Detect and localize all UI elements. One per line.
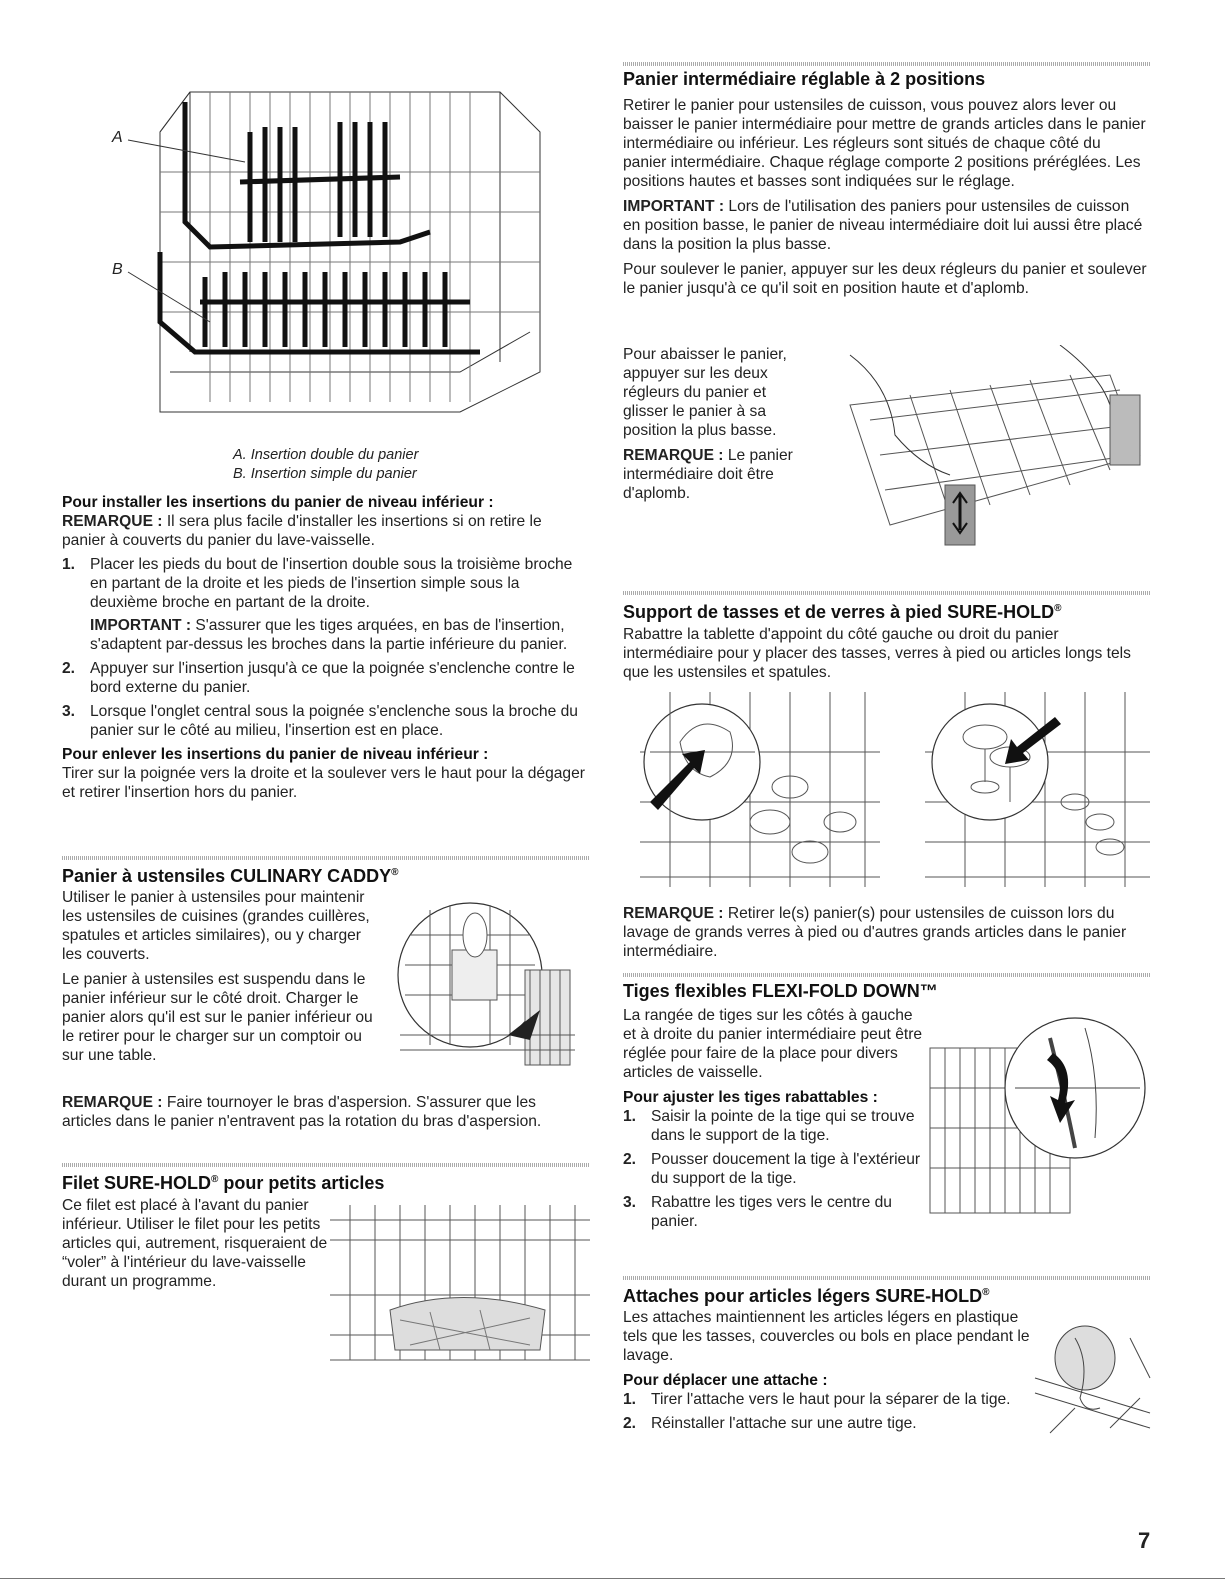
support-note-text: Retirer le(s) panier(s) pour ustensiles de cuisson lors du lavage de grands verres à pied ou d'autres grands articles dans le panier intermédiaire. [623,905,1127,960]
install-section [62,493,587,802]
caption-a: A. Insertion double du panier [233,447,419,463]
step-number: 1. [62,556,76,573]
remove-heading: Pour enlever les insertions du panier de niveau inférieur : [62,746,489,763]
clip-drawing [1030,1318,1155,1443]
step-number: 1. [623,1391,637,1408]
divider-attaches [623,1276,1150,1280]
cup-shelf-illustration-left [640,692,880,892]
important-text: S'assurer que les tiges arquées, en bas de l'insertion, s'adaptent par-dessus les broches dans la partie inférieure du panier. [90,617,568,653]
cup-shelf-illustration-right [925,692,1150,892]
attaches-body [623,1308,1033,1438]
double-insert [185,102,430,247]
filet-title-a: Filet SURE-HOLD [62,1173,212,1193]
step-text: Appuyer sur l'insertion jusqu'à ce que la poignée s'enclenche contre le bord externe du panier. [90,660,575,696]
divider-intermediaire [623,62,1150,66]
install-steps [62,555,587,740]
flexi-step-1 [623,1107,928,1145]
intermediaire-title: Panier intermédiaire réglable à 2 positions [623,69,986,89]
filet-title [62,1169,384,1194]
step-number: 1. [623,1108,637,1125]
remove-text: Tirer sur la poignée vers la droite et la soulever vers le haut pour la dégager et retirer l'insertion hors du panier. [62,765,585,801]
install-step-1 [62,555,587,654]
intermediaire-note [623,446,813,503]
attaches-reg: ® [982,1287,990,1298]
step-number: 3. [62,703,76,720]
filet-reg: ® [211,1174,219,1185]
flexi-body [623,1006,928,1236]
step-number: 2. [62,660,76,677]
intermediaire-p1: Retirer le panier pour ustensiles de cuisson, vous pouvez alors lever ou baisser le panier intermédiaire pour mettre de grands articles dans le panier intermédiaire ou inférieur. Les régleurs sont situés de chaque côté du panier intermédiaire. Chaque réglage comporte 2 positions préréglées. Les positions hautes et basses sont indiquées sur le réglage. [623,97,1146,190]
support-note-label: REMARQUE : [623,905,724,922]
support-note [623,904,1148,961]
caddy-drawing [390,895,585,1075]
step-text: Tirer l'attache vers le haut pour la séparer de la tige. [651,1391,1011,1408]
divider-caddy [62,856,589,860]
filet-drawing [330,1200,590,1370]
support-text: Rabattre la tablette d'appoint du côté gauche ou droit du panier intermédiaire pour y placer des tasses, verres à pied ou articles longs tels que les ustensiles et spatules. [623,626,1131,681]
intermediaire-important-label: IMPORTANT : [623,198,725,215]
flexi-step-2 [623,1150,928,1188]
cup-shelf-right-drawing [925,692,1150,892]
flexi-illustration [925,1008,1150,1223]
divider-flexi [623,973,1150,977]
install-step-2 [62,659,587,697]
single-insert [160,252,480,352]
attaches-steps [623,1390,1033,1433]
caddy-title [62,862,398,887]
flexi-text: La rangée de tiges sur les côtés à gauche et à droite du panier intermédiaire peut être réglée pour faire de la place pour divers articles de vaisselle. [623,1007,923,1081]
attaches-title [623,1282,989,1307]
flexi-title: Tiges flexibles FLEXI-FOLD DOWN™ [623,981,938,1001]
caddy-note-text: Faire tournoyer le bras d'aspersion. S'assurer que les articles dans le panier n'entravent pas la rotation du bras d'aspersion. [62,1094,542,1130]
caddy-reg: ® [391,867,399,878]
label-a: A [112,129,123,146]
install-note-text: Il sera plus facile d'installer les insertions si on retire le panier à couverts du panier du lave-vaisselle. [62,513,542,549]
important-label: IMPORTANT : [90,617,192,634]
flexi-step-3 [623,1193,928,1231]
install-step-3 [62,702,587,740]
support-title [623,598,1062,623]
filet-text: Ce filet est placé à l'avant du panier inférieur. Utiliser le filet pour les petits articles qui, autrement, risqueraient de “voler” à l'intérieur du lave-vaisselle durant un programme. [62,1197,328,1290]
intermediaire-important-text: Lors de l'utilisation des paniers pour ustensiles de cuisson en position basse, le panier de niveau intermédiaire doit lui aussi être placé dans la position la plus basse. [623,198,1143,253]
leader-line-b [128,272,210,322]
caddy-note-label: REMARQUE : [62,1094,163,1111]
attaches-text: Les attaches maintiennent les articles légers en plastique tels que les tasses, couvercles ou bols en place pendant le lavage. [623,1309,1030,1364]
lower-rack-drawing [100,72,570,442]
step-text: Réinstaller l'attache sur une autre tige. [651,1415,917,1432]
clip-illustration [1030,1318,1155,1443]
step-number: 2. [623,1151,637,1168]
step-number: 2. [623,1415,637,1432]
lower-rack-illustration [100,72,570,442]
label-b: B [112,261,123,278]
caddy-p2: Le panier à ustensiles est suspendu dans le panier inférieur sur le côté droit. Charger le panier alors qu'il est sur le panier inférieur ou le retirer pour le charger sur un comptoir ou sur une table. [62,971,373,1064]
caddy-title-text: Panier à ustensiles CULINARY CADDY [62,866,392,886]
filet-title-b: pour petits articles [218,1173,385,1193]
intermediaire-important [623,197,1148,254]
step-number: 3. [623,1194,637,1211]
flexi-steps [623,1107,928,1231]
attaches-title-a: Attaches pour articles légers SURE-HOLD [623,1286,983,1306]
caddy-illustration [390,895,585,1075]
intermediaire-p3: Pour soulever le panier, appuyer sur les deux régleurs du panier et soulever le panier jusqu'à ce qu'il soit en position haute et d'aplomb. [623,261,1147,297]
install-important [90,616,587,654]
intermediaire-body [623,96,1148,298]
caddy-p1: Utiliser le panier à ustensiles pour maintenir les ustensiles de cuisines (grandes cuillères, spatules et articles similaires), ou y charger les couverts. [62,889,370,963]
step-text: Rabattre les tiges vers le centre du panier. [651,1194,892,1230]
step-text: Saisir la pointe de la tige qui se trouve dans le support de la tige. [651,1108,915,1144]
intermediaire-note-text: Le panier intermédiaire doit être d'aplomb. [623,447,793,502]
page-number: 7 [1138,1528,1151,1553]
attaches-step-2 [623,1414,1033,1433]
flexi-heading: Pour ajuster les tiges rabattables : [623,1089,878,1106]
cup-shelf-left-drawing [640,692,880,892]
bottom-rule [0,1578,1225,1579]
step-text: Placer les pieds du bout de l'insertion double sous la troisième broche en partant de la droite et les pieds de l'insertion simple sous la deuxième broche en partant de la droite. [90,556,573,611]
support-title-a: Support de tasses et de verres à pied SURE-HOLD [623,602,1055,622]
filet-illustration [330,1200,590,1370]
divider-support [623,591,1150,595]
attaches-step-1 [623,1390,1033,1409]
caption-b: B. Insertion simple du panier [233,466,417,482]
flexi-drawing [925,1008,1150,1223]
caddy-note [62,1093,587,1131]
intermediaire-p4: Pour abaisser le panier, appuyer sur les deux régleurs du panier et glisser le panier à sa position la plus basse. [623,346,787,439]
install-note [62,512,587,550]
attaches-heading: Pour déplacer une attache : [623,1372,828,1389]
install-note-label: REMARQUE : [62,513,163,530]
intermediaire-note-label: REMARQUE : [623,447,724,464]
divider-filet [62,1163,589,1167]
step-text: Pousser doucement la tige à l'extérieur du support de la tige. [651,1151,921,1187]
install-heading: Pour installer les insertions du panier de niveau inférieur : [62,494,494,511]
intermediaire-lower-text [623,345,813,503]
step-text: Lorsque l'onglet central sous la poignée s'enclenche sous la broche du panier sur le côté au milieu, l'insertion est en place. [90,703,578,739]
adjuster-drawing [810,345,1155,565]
support-reg: ® [1054,603,1062,614]
adjuster-illustration [810,345,1155,565]
caddy-paragraphs [62,888,380,1065]
